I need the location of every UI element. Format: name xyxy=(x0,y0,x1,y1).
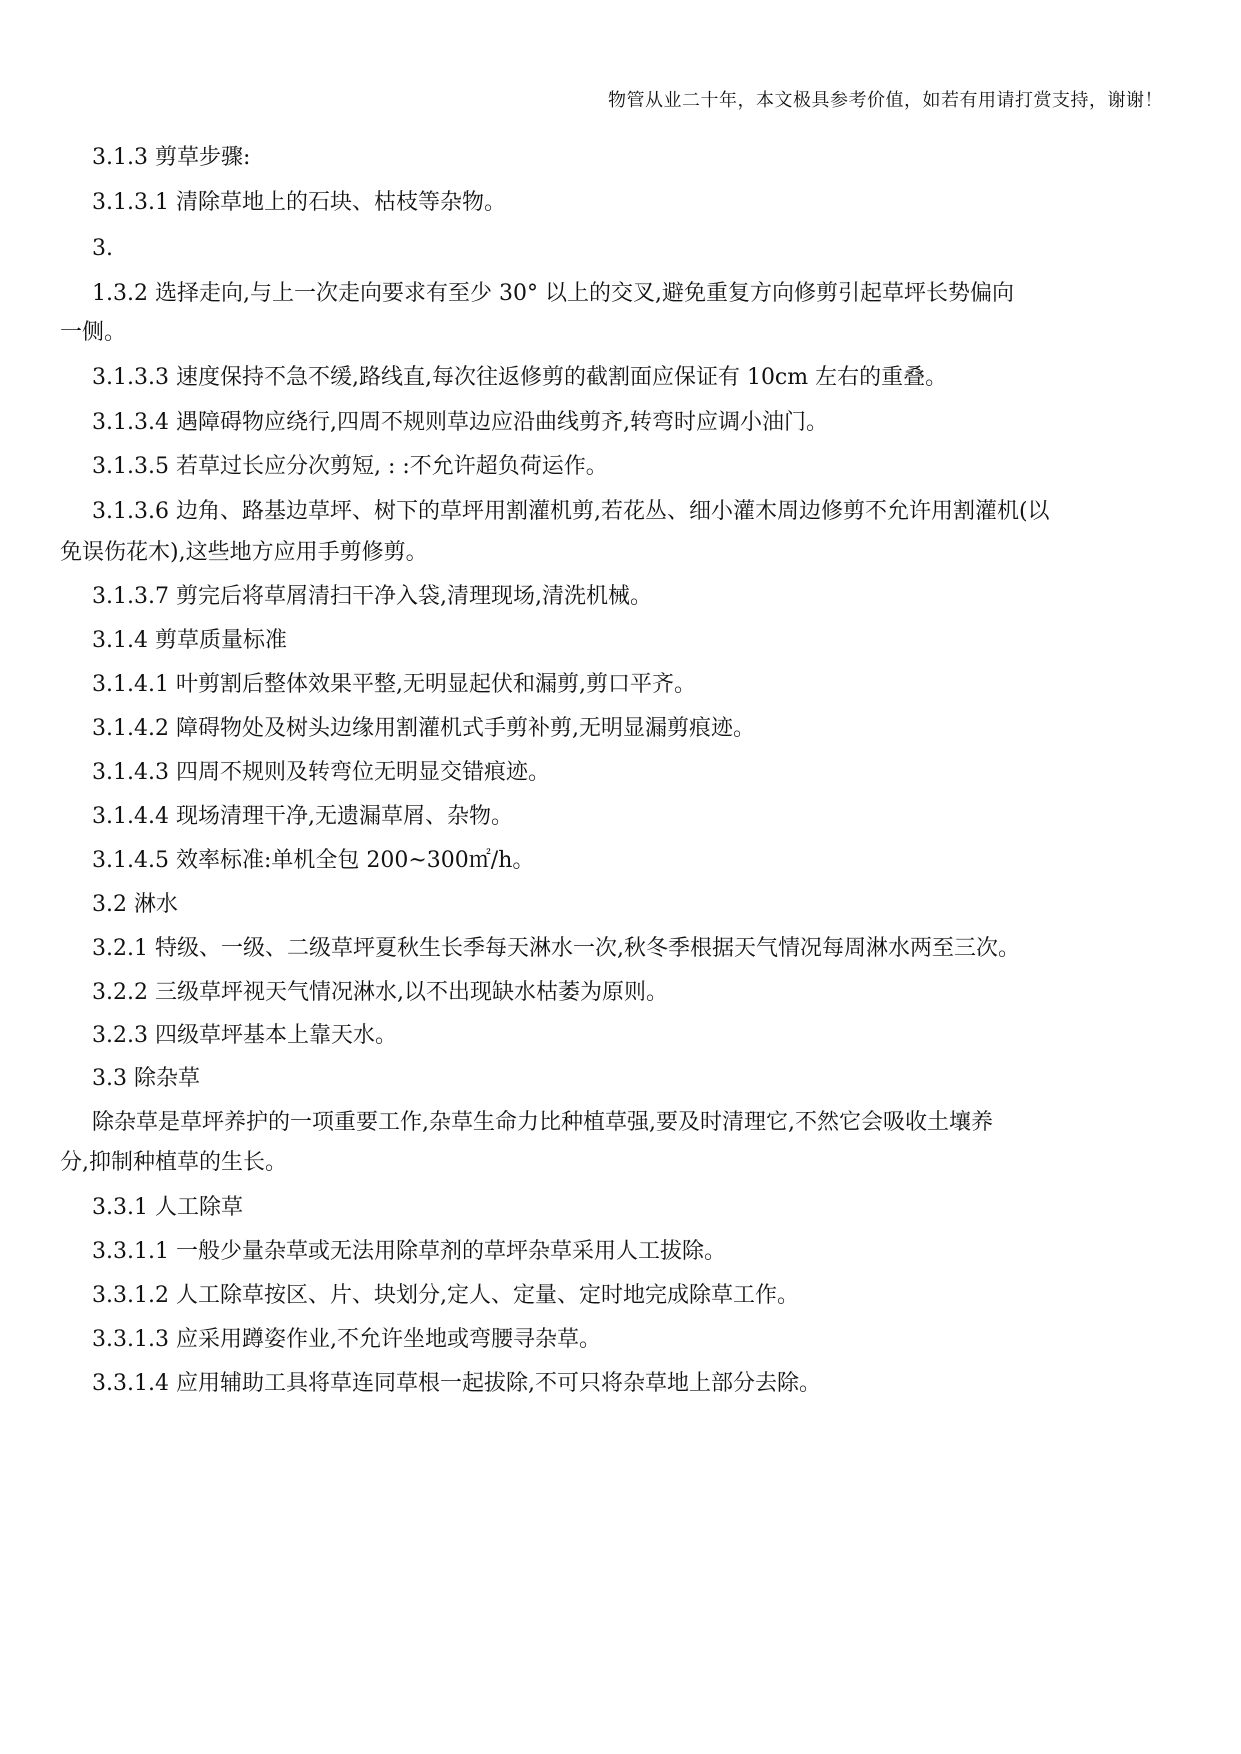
para-3-3-intro-line2: 分,抑制种植草的生长。 xyxy=(60,1150,287,1175)
section-3-3-heading: 3.3 除杂草 xyxy=(92,1066,200,1091)
para-3-1-3-6-line2: 免误伤花木),这些地方应用手剪修剪。 xyxy=(60,540,428,565)
para-3-3-1-1: 3.3.1.1 一般少量杂草或无法用除草剂的草坪杂草采用人工拔除。 xyxy=(92,1239,726,1264)
para-3-1-4-4: 3.1.4.4 现场清理干净,无遗漏草屑、杂物。 xyxy=(92,804,513,829)
para-3-1-3-6-line1: 3.1.3.6 边角、路基边草坪、树下的草坪用割灌机剪,若花丛、细小灌木周边修剪不允许用割灌机(以 xyxy=(92,499,1050,524)
section-3-3-1-heading: 3.3.1 人工除草 xyxy=(92,1195,243,1220)
para-3-3-1-2: 3.3.1.2 人工除草按区、片、块划分,定人、定量、定时地完成除草工作。 xyxy=(92,1283,799,1308)
para-3-2-1: 3.2.1 特级、一级、二级草坪夏秋生长季每天淋水一次,秋冬季根据天气情况每周淋水两至三次。 xyxy=(92,936,1020,961)
para-3-2-2: 3.2.2 三级草坪视天气情况淋水,以不出现缺水枯萎为原则。 xyxy=(92,980,668,1005)
para-3-1-3-4: 3.1.3.4 遇障碍物应绕行,四周不规则草边应沿曲线剪齐,转弯时应调小油门。 xyxy=(92,410,828,435)
para-3-3-intro-line1: 除杂草是草坪养护的一项重要工作,杂草生命力比种植草强,要及时清理它,不然它会吸收土壤养 xyxy=(92,1110,993,1135)
section-3-1-3-heading: 3.1.3 剪草步骤: xyxy=(92,145,251,170)
para-3-1-3-3: 3.1.3.3 速度保持不急不缓,路线直,每次往返修剪的截割面应保证有 10cm 左右的重叠。 xyxy=(92,365,948,390)
para-1-3-2-line2: 一侧。 xyxy=(60,320,127,345)
para-3-3-1-3: 3.3.1.3 应采用蹲姿作业,不允许坐地或弯腰寻杂草。 xyxy=(92,1327,601,1352)
para-3-1-4-2: 3.1.4.2 障碍物处及树头边缘用割灌机式手剪补剪,无明显漏剪痕迹。 xyxy=(92,716,755,741)
para-3-1-3-1: 3.1.3.1 清除草地上的石块、枯枝等杂物。 xyxy=(92,190,506,215)
para-3-1-3-5: 3.1.3.5 若草过长应分次剪短, : :不允许超负荷运作。 xyxy=(92,454,608,479)
para-3-3-1-4: 3.3.1.4 应用辅助工具将草连同草根一起拔除,不可只将杂草地上部分去除。 xyxy=(92,1371,821,1396)
section-3-1-4-heading: 3.1.4 剪草质量标准 xyxy=(92,628,287,653)
header-note: 物管从业二十年，本文极具参考价值，如若有用请打赏支持，谢谢！ xyxy=(608,90,1163,111)
para-3-2-3: 3.2.3 四级草坪基本上靠天水。 xyxy=(92,1023,397,1048)
para-3-1-4-5: 3.1.4.5 效率标准:单机全包 200~300㎡/h。 xyxy=(92,848,535,873)
para-3-1-3-7: 3.1.3.7 剪完后将草屑清扫干净入袋,清理现场,清洗机械。 xyxy=(92,584,652,609)
section-3-2-heading: 3.2 淋水 xyxy=(92,892,178,917)
para-1-3-2-line1: 1.3.2 选择走向,与上一次走向要求有至少 30° 以上的交叉,避免重复方向修剪引起草坪长势偏向 xyxy=(92,281,1014,306)
para-3-1-4-1: 3.1.4.1 叶剪割后整体效果平整,无明显起伏和漏剪,剪口平齐。 xyxy=(92,672,696,697)
para-fragment: 3. xyxy=(92,236,113,261)
para-3-1-4-3: 3.1.4.3 四周不规则及转弯位无明显交错痕迹。 xyxy=(92,760,550,785)
